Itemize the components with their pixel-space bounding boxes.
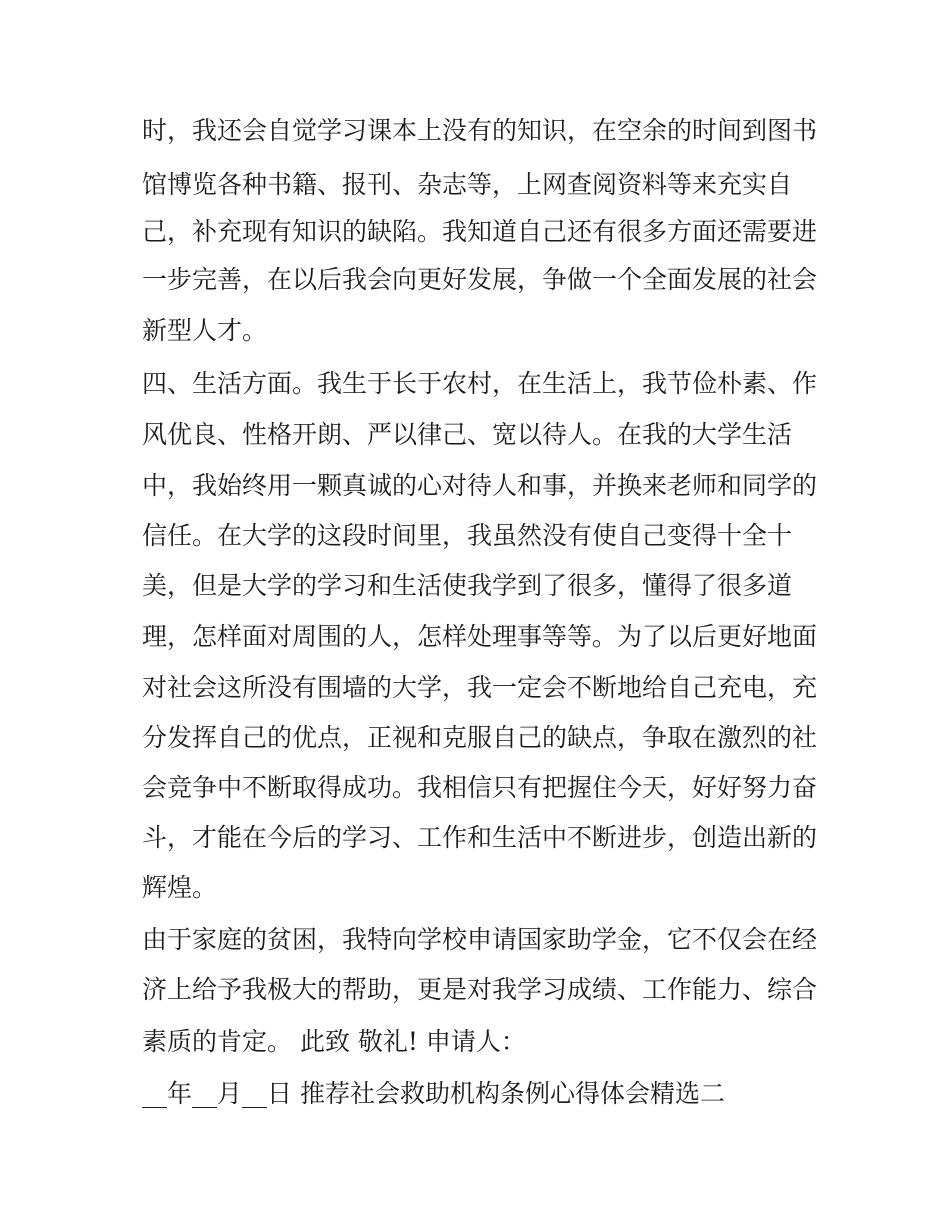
text-line: 馆博览各种书籍、报刊、杂志等，上网查阅资料等来充实自: [142, 170, 793, 199]
text-line: 己，补充现有知识的缺陷。我知道自己还有很多方面还需要进: [142, 217, 818, 246]
text-line: 对社会这所没有围墙的大学，我一定会不断地给自己充电，充: [142, 673, 818, 702]
text-line: __年__月__日 推荐社会救助机构条例心得体会精选二: [142, 1079, 725, 1108]
text-line: 会竞争中不断取得成功。我相信只有把握住今天，好好努力奋: [142, 773, 818, 802]
text-line: 美，但是大学的学习和生活使我学到了很多，懂得了很多道: [142, 571, 793, 600]
text-line: 信任。在大学的这段时间里，我虽然没有使自己变得十全十: [142, 521, 793, 550]
text-line: 一步完善，在以后我会向更好发展，争做一个全面发展的社会: [142, 265, 818, 294]
text-line: 分发挥自己的优点，正视和克服自己的缺点，争取在激烈的社: [142, 723, 818, 752]
text-line: 素质的肯定。 此致 敬礼! 申请人：: [142, 1027, 526, 1056]
text-line: 中，我始终用一颗真诚的心对待人和事，并换来老师和同学的: [142, 471, 818, 500]
text-line: 济上给予我极大的帮助，更是对我学习成绩、工作能力、综合: [142, 975, 818, 1004]
text-line: 风优良、性格开朗、严以律己、宽以待人。在我的大学生活: [142, 420, 793, 449]
text-line: 由于家庭的贫困，我特向学校申请国家助学金，它不仅会在经: [142, 925, 818, 954]
text-line: 辉煌。: [142, 873, 218, 902]
text-line: 理，怎样面对周围的人，怎样处理事等等。为了以后更好地面: [142, 622, 818, 651]
text-line: 时，我还会自觉学习课本上没有的知识，在空余的时间到图书: [142, 116, 818, 145]
text-line: 新型人才。: [142, 316, 268, 345]
text-line: 四、生活方面。我生于长于农村，在生活上，我节俭朴素、作: [142, 369, 818, 398]
text-line: 斗，才能在今后的学习、工作和生活中不断进步，创造出新的: [142, 823, 818, 852]
